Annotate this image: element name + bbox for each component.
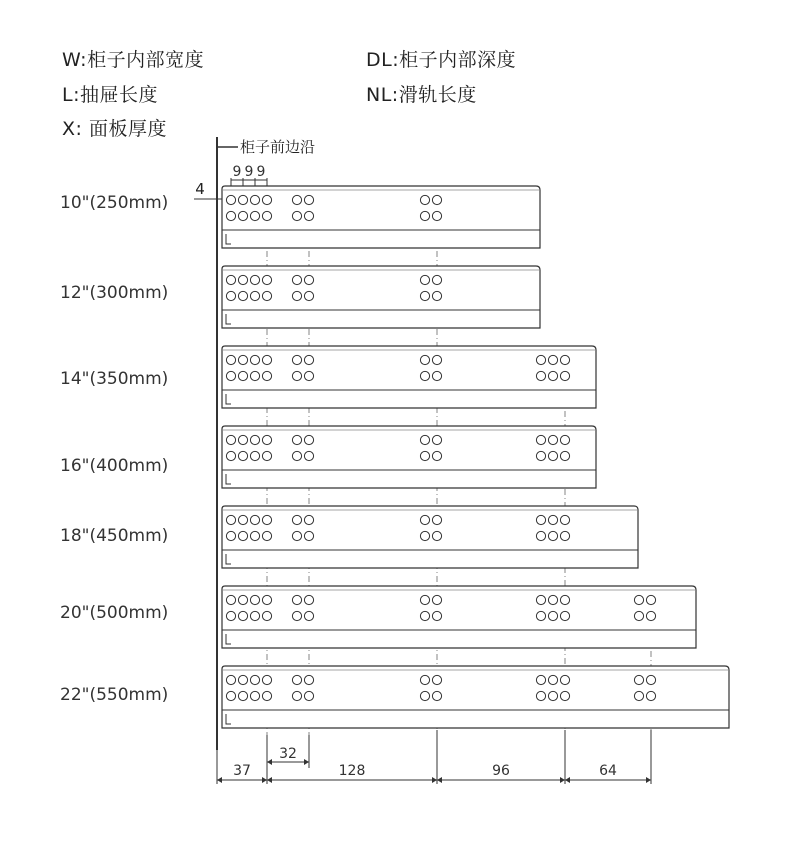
bottom-dim-64: 64 [599,763,617,779]
mounting-hole [250,211,259,220]
mounting-hole [548,371,557,380]
mounting-hole [634,675,643,684]
mounting-hole [304,531,313,540]
mounting-hole [420,275,429,284]
size-label-12: 12"(300mm) [60,283,169,303]
mounting-hole [646,595,655,604]
mounting-hole [250,355,259,364]
mounting-hole [548,611,557,620]
mounting-hole [292,211,301,220]
mounting-hole [420,371,429,380]
spacing-label-1: 9 [232,164,242,180]
mounting-hole [548,595,557,604]
mounting-hole [250,371,259,380]
offset-label: 4 [195,180,205,198]
mounting-hole [226,371,235,380]
inner-dim-label: 32 [279,746,297,762]
mounting-hole [634,595,643,604]
mounting-hole [292,275,301,284]
mounting-hole [262,531,271,540]
mounting-hole [262,195,271,204]
mounting-hole [420,195,429,204]
bottom-dim-128: 128 [338,763,366,779]
legend-dl: DL:柜子内部深度 [366,49,517,71]
mounting-hole [548,531,557,540]
mounting-hole [262,355,271,364]
mounting-hole [226,691,235,700]
front-edge-label: 柜子前边沿 [240,138,316,156]
mounting-hole [226,675,235,684]
mounting-hole [262,211,271,220]
mounting-hole [292,435,301,444]
mounting-hole [238,435,247,444]
bottom-dim-37: 37 [233,763,251,779]
inner-dimension-32 [267,735,309,768]
spacing-label-3: 9 [256,164,266,180]
mounting-hole [292,451,301,460]
mounting-hole [536,531,545,540]
mounting-hole [432,531,441,540]
mounting-hole [646,691,655,700]
slide-rail [222,346,596,408]
mounting-hole [646,675,655,684]
mounting-hole [420,291,429,300]
mounting-hole [292,371,301,380]
size-label-10: 10"(250mm) [60,193,169,213]
mounting-hole [536,611,545,620]
mounting-hole [238,691,247,700]
mounting-hole [292,531,301,540]
mounting-hole [560,435,569,444]
mounting-hole [560,371,569,380]
mounting-hole [304,611,313,620]
mounting-hole [292,611,301,620]
slide-rail [222,586,696,648]
mounting-hole [304,195,313,204]
mounting-hole [226,195,235,204]
mounting-hole [250,675,259,684]
mounting-hole [432,355,441,364]
mounting-hole [262,675,271,684]
mounting-hole [250,531,259,540]
slide-rail [222,506,638,568]
mounting-hole [536,595,545,604]
mounting-hole [536,435,545,444]
mounting-hole [432,515,441,524]
mounting-hole [238,275,247,284]
mounting-hole [250,611,259,620]
mounting-hole [420,595,429,604]
mounting-hole [304,595,313,604]
mounting-hole [238,355,247,364]
mounting-hole [226,515,235,524]
mounting-hole [304,355,313,364]
mounting-hole [292,595,301,604]
mounting-hole [432,691,441,700]
mounting-hole [548,691,557,700]
legend-l: L:抽屉长度 [62,84,158,106]
mounting-hole [432,275,441,284]
mounting-hole [432,451,441,460]
mounting-hole [226,531,235,540]
mounting-hole [262,275,271,284]
mounting-hole [226,211,235,220]
mounting-hole [432,595,441,604]
mounting-hole [262,371,271,380]
mounting-hole [420,515,429,524]
legend-nl: NL:滑轨长度 [366,84,477,106]
mounting-hole [238,595,247,604]
mounting-hole [560,531,569,540]
mounting-hole [304,211,313,220]
size-label-22: 22"(550mm) [60,685,169,705]
mounting-hole [304,371,313,380]
mounting-hole [262,691,271,700]
mounting-hole [634,611,643,620]
mounting-hole [262,611,271,620]
size-label-16: 16"(400mm) [60,456,169,476]
mounting-hole [548,675,557,684]
mounting-hole [548,435,557,444]
mounting-hole [292,691,301,700]
mounting-hole [536,451,545,460]
mounting-hole [536,371,545,380]
mounting-hole [304,291,313,300]
mounting-hole [262,291,271,300]
slide-rail [222,426,596,488]
mounting-hole [250,515,259,524]
mounting-hole [420,211,429,220]
mounting-hole [634,691,643,700]
mounting-hole [262,595,271,604]
mounting-hole [432,291,441,300]
mounting-hole [226,451,235,460]
mounting-hole [250,691,259,700]
mounting-hole [238,451,247,460]
mounting-hole [226,611,235,620]
mounting-hole [560,355,569,364]
mounting-hole [560,451,569,460]
mounting-hole [226,355,235,364]
legend-x: X: 面板厚度 [62,118,167,140]
mounting-hole [292,355,301,364]
mounting-hole [250,451,259,460]
size-label-14: 14"(350mm) [60,369,169,389]
mounting-hole [432,435,441,444]
mounting-hole [560,675,569,684]
mounting-hole [262,451,271,460]
mounting-hole [238,291,247,300]
mounting-hole [548,451,557,460]
slide-rail [222,186,540,248]
mounting-hole [304,275,313,284]
mounting-hole [292,195,301,204]
mounting-hole [292,515,301,524]
mounting-hole [292,291,301,300]
mounting-hole [304,515,313,524]
mounting-hole [226,275,235,284]
mounting-hole [250,595,259,604]
mounting-hole [292,675,301,684]
mounting-hole [432,675,441,684]
mounting-hole [304,675,313,684]
mounting-hole [420,531,429,540]
size-labels [60,193,168,705]
mounting-hole [250,195,259,204]
size-label-20: 20"(500mm) [60,603,169,623]
mounting-hole [238,675,247,684]
mounting-hole [560,611,569,620]
mounting-hole [226,595,235,604]
mounting-hole [238,211,247,220]
mounting-hole [646,611,655,620]
size-label-18: 18"(450mm) [60,526,169,546]
mounting-hole [238,531,247,540]
mounting-hole [262,435,271,444]
spacing-label-2: 9 [244,164,254,180]
mounting-hole [238,371,247,380]
mounting-hole [304,451,313,460]
mounting-hole [432,211,441,220]
mounting-hole [304,691,313,700]
slide-rail [222,666,729,728]
mounting-hole [432,611,441,620]
mounting-hole [420,451,429,460]
mounting-hole [238,515,247,524]
mounting-hole [226,291,235,300]
slide-rail [222,266,540,328]
mounting-hole [226,435,235,444]
mounting-hole [250,435,259,444]
mounting-hole [536,515,545,524]
mounting-hole [536,675,545,684]
mounting-hole [262,515,271,524]
mounting-hole [432,195,441,204]
mounting-hole [238,611,247,620]
mounting-hole [536,691,545,700]
mounting-hole [420,691,429,700]
mounting-hole [238,195,247,204]
mounting-hole [420,355,429,364]
bottom-dim-96: 96 [492,763,510,779]
slide-rails [222,186,729,728]
mounting-hole [560,691,569,700]
mounting-hole [548,355,557,364]
mounting-hole [536,355,545,364]
mounting-hole [250,291,259,300]
mounting-hole [304,435,313,444]
mounting-hole [420,675,429,684]
mounting-hole [560,595,569,604]
mounting-hole [250,275,259,284]
legend-w: W:柜子内部宽度 [62,49,205,71]
mounting-hole [420,611,429,620]
mounting-hole [420,435,429,444]
mounting-hole [432,371,441,380]
mounting-hole [548,515,557,524]
mounting-hole [560,515,569,524]
